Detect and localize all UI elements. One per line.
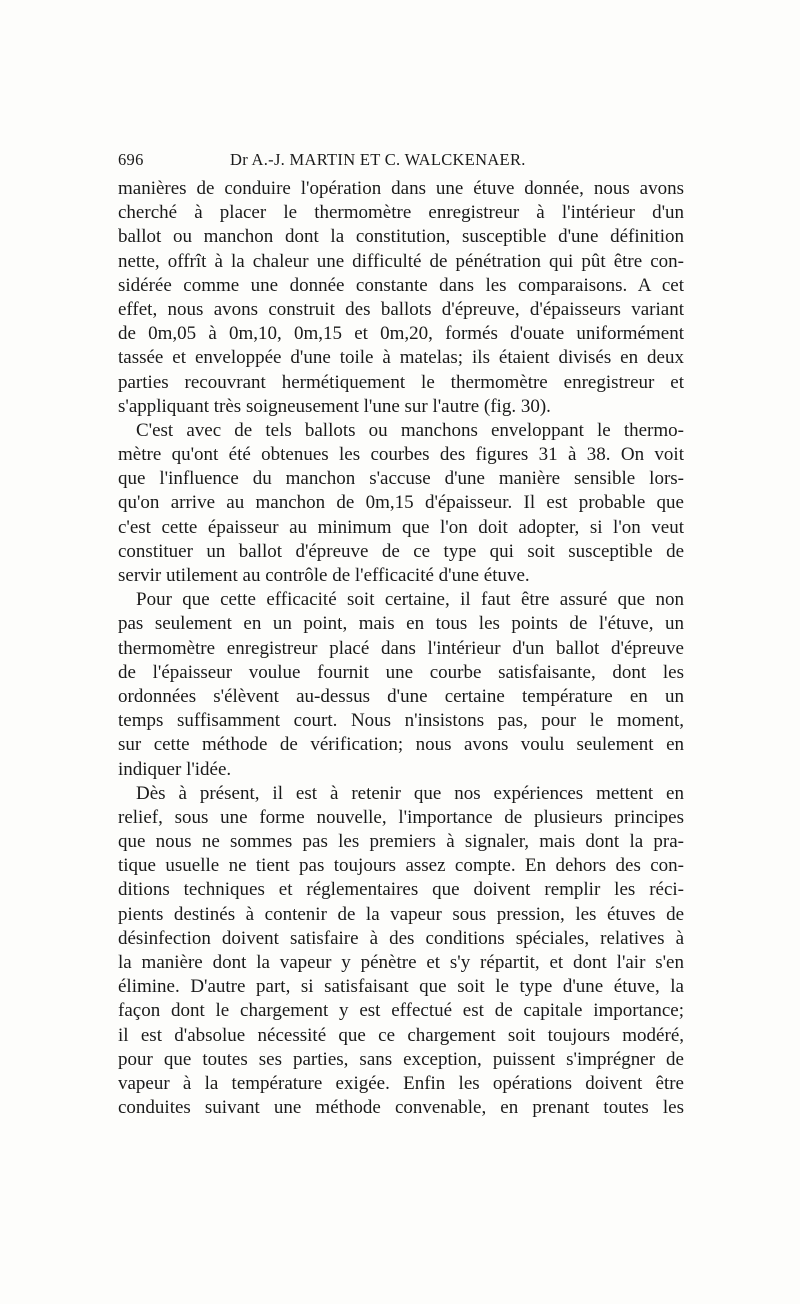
- text-line: servir utilement au contrôle de l'efficacité d'une étuve.: [118, 565, 530, 586]
- text-line: Pour que cette efficacité soit certaine, il faut être assuré que non: [136, 589, 684, 611]
- text-line: s'appliquant très soigneusement l'une sur l'autre (fig. 30).: [118, 395, 551, 417]
- text-line: sidérée comme une donnée constante dans les comparaisons. A cet: [118, 274, 684, 296]
- text-line: pas seulement en un point, mais en tous les points de l'étuve, un: [118, 613, 684, 635]
- text-line: vapeur à la température exigée. Enfin les opérations doivent être: [118, 1072, 684, 1094]
- text-line: que l'influence du manchon s'accuse d'une manière sensible lors-: [118, 468, 684, 490]
- text-line: nette, offrît à la chaleur une difficulté de pénétration qui pût être con-: [118, 250, 684, 272]
- text-line: temps suffisamment court. Nous n'insistons pas, pour le moment,: [118, 710, 684, 732]
- text-line: conduites suivant une méthode convenable, en prenant toutes les: [118, 1097, 684, 1119]
- body-text: [118, 177, 684, 1120]
- text-line: désinfection doivent satisfaire à des conditions spéciales, relatives à: [118, 927, 684, 949]
- text-line: pour que toutes ses parties, sans exception, puissent s'imprégner de: [118, 1048, 684, 1070]
- page-number: 696: [118, 150, 144, 169]
- text-line: pients destinés à contenir de la vapeur sous pression, les étuves de: [118, 903, 684, 925]
- text-line: de 0m,05 à 0m,10, 0m,15 et 0m,20, formés d'ouate uniformément: [118, 323, 684, 345]
- text-line: cherché à placer le thermomètre enregistreur à l'intérieur d'un: [118, 202, 684, 224]
- text-line: effet, nous avons construit des ballots d'épreuve, d'épaisseurs variant: [118, 298, 684, 320]
- text-line: ballot ou manchon dont la constitution, susceptible d'une définition: [118, 226, 684, 248]
- text-line: c'est cette épaisseur au minimum que l'on doit adopter, si l'on veut: [118, 516, 684, 538]
- text-line: relief, sous une forme nouvelle, l'importance de plusieurs principes: [118, 806, 684, 828]
- text-line: thermomètre enregistreur placé dans l'intérieur d'un ballot d'épreuve: [118, 637, 684, 659]
- text-line: manières de conduire l'opération dans une étuve donnée, nous avons: [118, 178, 684, 199]
- text-line: de l'épaisseur voulue fournit une courbe satisfaisante, dont les: [118, 661, 684, 683]
- text-line: mètre qu'ont été obtenues les courbes des figures 31 à 38. On voit: [118, 444, 684, 466]
- text-line: ditions techniques et réglementaires que doivent remplir les réci-: [118, 879, 684, 901]
- text-line: indiquer l'idée.: [118, 758, 232, 780]
- running-head: Dr A.-J. MARTIN ET C. WALCKENAER.: [230, 150, 526, 169]
- text-line: qu'on arrive au manchon de 0m,15 d'épaisseur. Il est probable que: [118, 492, 684, 514]
- text-line: tique usuelle ne tient pas toujours assez compte. En dehors des con-: [118, 855, 684, 877]
- text-line: constituer un ballot d'épreuve de ce type qui soit susceptible de: [118, 540, 684, 562]
- text-line: la manière dont la vapeur y pénètre et s'y répartit, et dont l'air s'en: [118, 952, 684, 973]
- text-line: Dès à présent, il est à retenir que nos expériences mettent en: [136, 782, 684, 804]
- text-line: sur cette méthode de vérification; nous avons voulu seulement en: [118, 734, 684, 756]
- text-line: ordonnées s'élèvent au-dessus d'une certaine température en un: [118, 685, 684, 707]
- text-line: élimine. D'autre part, si satisfaisant que soit le type d'une étuve, la: [118, 976, 684, 998]
- text-line: façon dont le chargement y est effectué est de capitale importance;: [118, 1000, 684, 1022]
- text-line: tassée et enveloppée d'une toile à matelas; ils étaient divisés en deux: [118, 347, 684, 369]
- text-line: que nous ne sommes pas les premiers à signaler, mais dont la pra-: [118, 831, 684, 853]
- text-line: il est d'absolue nécessité que ce chargement soit toujours modéré,: [118, 1024, 684, 1046]
- text-line: parties recouvrant hermétiquement le thermomètre enregistreur et: [118, 371, 684, 393]
- text-line: C'est avec de tels ballots ou manchons enveloppant le thermo-: [136, 419, 684, 441]
- page-header: [118, 150, 684, 170]
